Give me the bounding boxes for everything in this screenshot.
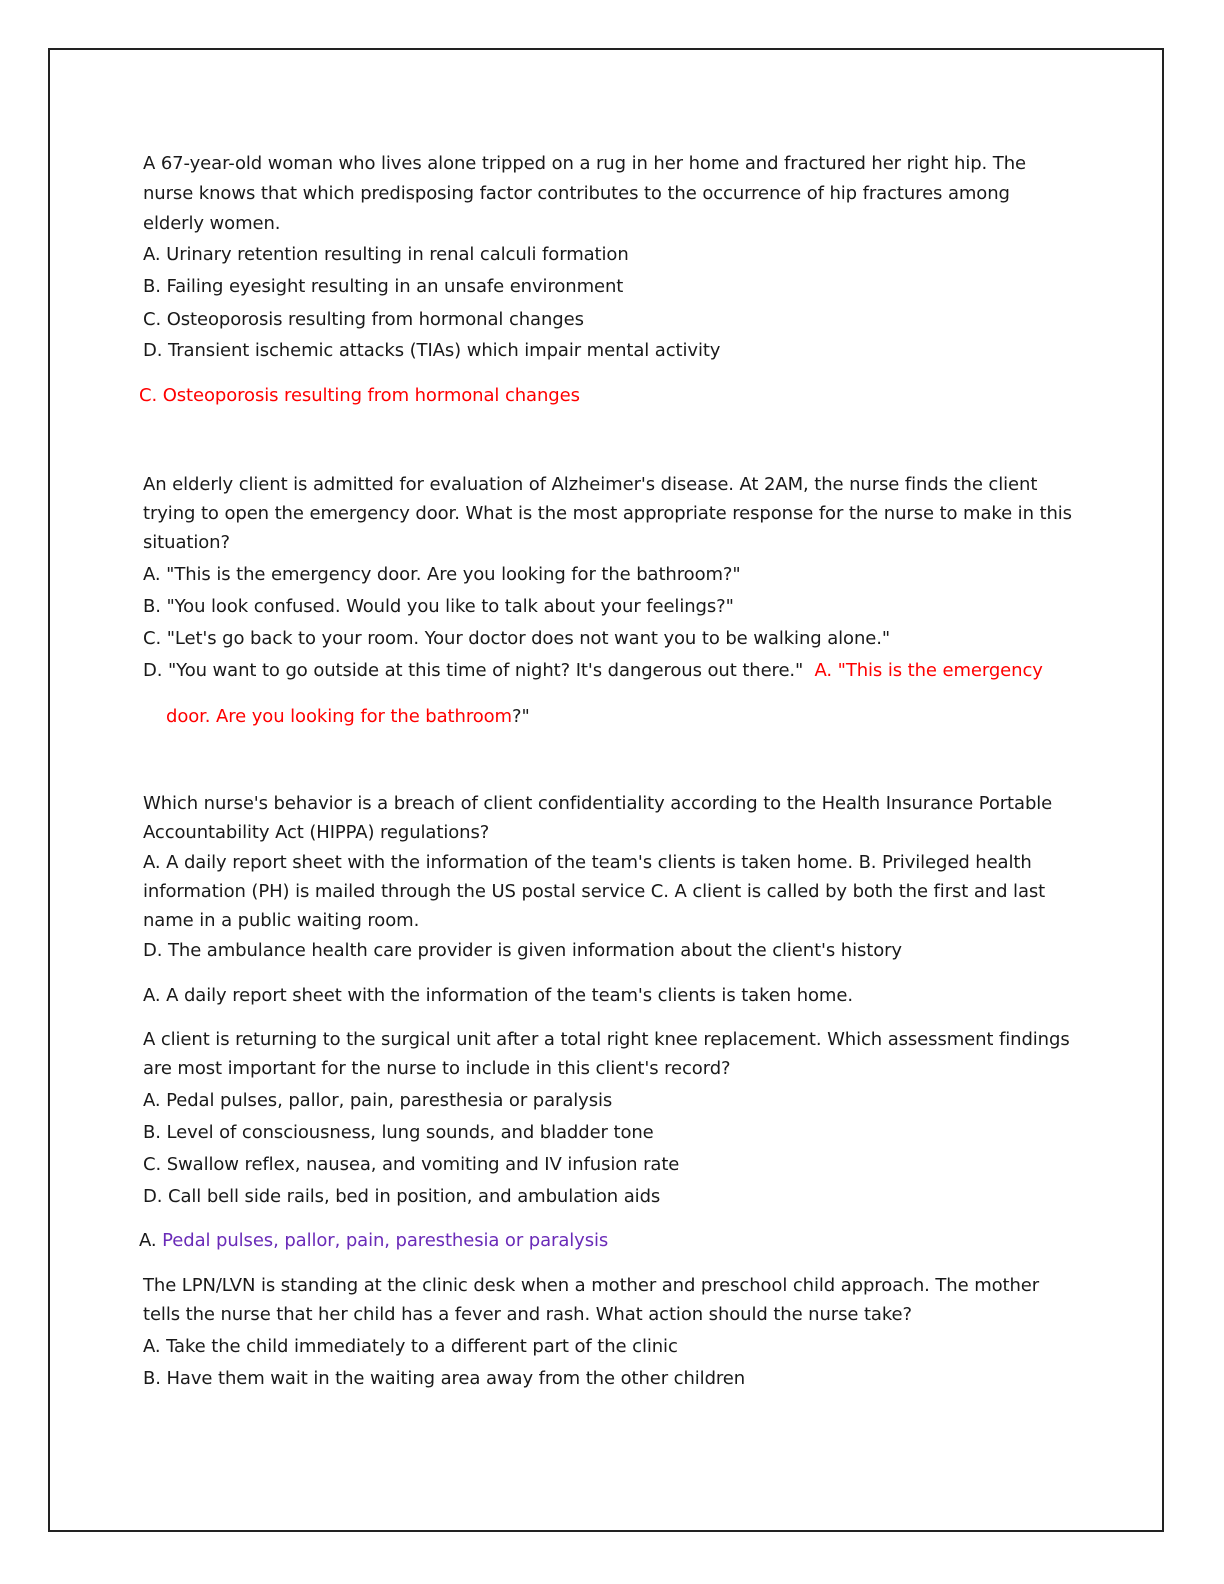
q2-answer-part-1: A. "This is the emergency [814, 660, 1043, 681]
q3-stem-line-3: A. A daily report sheet with the information of the team's clients is taken home. B. Privileged health [143, 852, 1032, 873]
q2-option-a: A. "This is the emergency door. Are you looking for the bathroom?" [143, 564, 741, 585]
q5-option-b: B. Have them wait in the waiting area away from the other children [143, 1368, 746, 1389]
q3-stem-line-6: D. The ambulance health care provider is given information about the client's history [143, 940, 902, 961]
q4-stem-line-1: A client is returning to the surgical unit after a total right knee replacement. Which assessment findings [143, 1029, 1070, 1050]
q5-option-a: A. Take the child immediately to a different part of the clinic [143, 1336, 678, 1357]
q4-answer-text: Pedal pulses, pallor, pain, paresthesia or paralysis [156, 1230, 609, 1251]
q2-option-b: B. "You look confused. Would you like to talk about your feelings?" [143, 596, 734, 617]
q2-stem-line-3: situation? [143, 532, 230, 553]
q1-stem-line-2: nurse knows that which predisposing factor contributes to the occurrence of hip fractures among [143, 183, 1010, 204]
q1-stem-line-1: A 67-year-old woman who lives alone tripped on a rug in her home and fractured her right hip. The [143, 153, 1026, 174]
q3-stem-line-4: information (PH) is mailed through the US postal service C. A client is called by both the first and last [143, 881, 1046, 902]
q3-stem-line-2: Accountability Act (HIPPA) regulations? [143, 822, 490, 843]
q2-option-d-with-answer [143, 659, 1043, 683]
q2-option-d: D. "You want to go outside at this time of night? It's dangerous out there." [143, 660, 804, 681]
q3-stem-line-1: Which nurse's behavior is a breach of client confidentiality according to the Health Insurance Portable [143, 793, 1053, 814]
q1-option-c: C. Osteoporosis resulting from hormonal changes [143, 309, 584, 330]
q2-answer-line-2 [166, 705, 530, 729]
q4-answer-prefix: A. [139, 1230, 157, 1251]
q4-answer [139, 1229, 608, 1253]
q2-stem-line-1: An elderly client is admitted for evaluation of Alzheimer's disease. At 2AM, the nurse finds the client [143, 474, 1038, 495]
q2-answer-part-2: door. Are you looking for the bathroom [166, 706, 512, 727]
q2-option-c: C. "Let's go back to your room. Your doctor does not want you to be walking alone." [143, 628, 891, 649]
q3-answer: A. A daily report sheet with the information of the team's clients is taken home. [143, 985, 853, 1006]
q1-option-b: B. Failing eyesight resulting in an unsafe environment [143, 276, 624, 297]
q5-stem-line-1: The LPN/LVN is standing at the clinic desk when a mother and preschool child approach. The mother [143, 1275, 1040, 1296]
q2-answer-tail: ?" [511, 706, 530, 727]
q4-option-d: D. Call bell side rails, bed in position, and ambulation aids [143, 1186, 661, 1207]
q4-stem-line-2: are most important for the nurse to include in this client's record? [143, 1058, 731, 1079]
q1-answer: C. Osteoporosis resulting from hormonal changes [139, 385, 580, 406]
q1-stem-line-3: elderly women. [143, 213, 281, 234]
q5-stem-line-2: tells the nurse that her child has a fever and rash. What action should the nurse take? [143, 1304, 912, 1325]
q2-stem-line-2: trying to open the emergency door. What is the most appropriate response for the nurse to make in this [143, 503, 1072, 524]
q1-option-d: D. Transient ischemic attacks (TIAs) which impair mental activity [143, 340, 721, 361]
q1-option-a: A. Urinary retention resulting in renal calculi formation [143, 244, 629, 265]
q4-option-b: B. Level of consciousness, lung sounds, and bladder tone [143, 1122, 654, 1143]
q4-option-a: A. Pedal pulses, pallor, pain, paresthesia or paralysis [143, 1090, 613, 1111]
q4-option-c: C. Swallow reflex, nausea, and vomiting and IV infusion rate [143, 1154, 680, 1175]
q3-stem-line-5: name in a public waiting room. [143, 910, 420, 931]
